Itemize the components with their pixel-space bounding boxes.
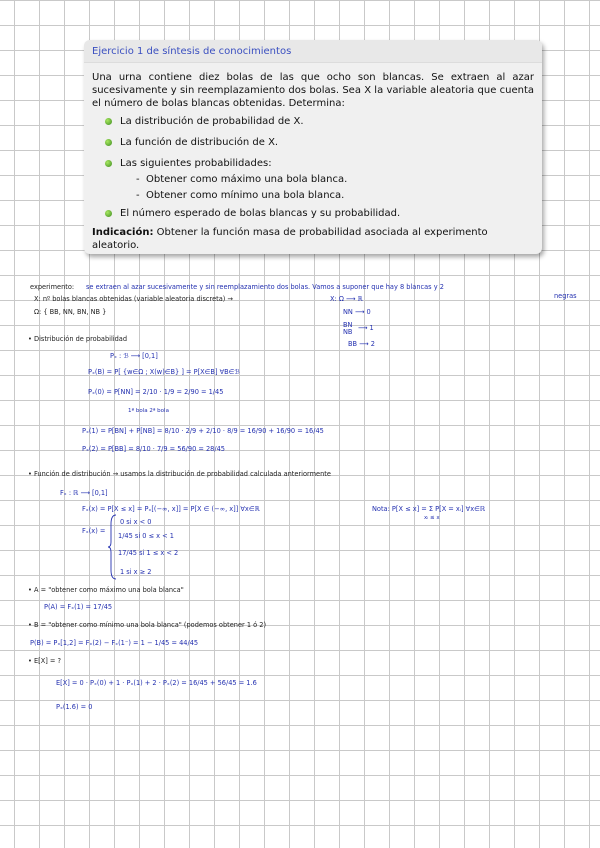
note-case-3: 17/45 si 1 ≤ x < 2 xyxy=(118,549,179,557)
note-map-one: ⟶ 1 xyxy=(358,324,374,332)
hint xyxy=(92,226,534,252)
note-expectation: E[X] = 0 · Pₓ(0) + 1 · Pₓ(1) + 2 · Pₓ(2) = 16/45 + 56/45 = 1.6 xyxy=(56,679,257,687)
bullet-icon xyxy=(105,118,112,125)
note-case-4: 1 si x ≥ 2 xyxy=(120,568,152,576)
exercise-title: Ejercicio 1 de síntesis de conocimientos xyxy=(84,40,542,63)
note-map-nn: NN ⟶ 0 xyxy=(343,308,371,316)
note-section-a: • A = "obtener como máximo una bola blanca" xyxy=(28,586,184,594)
note-px-1: Pₓ(1) = P[BN] + P[NB] = 8/10 · 2/9 + 2/10 · 8/9 = 16/90 + 16/90 = 16/45 xyxy=(82,427,324,435)
note-nota: Nota: P[X ≤ x] = Σ P[X = xᵢ] ∀x∈ℝ xyxy=(372,505,486,513)
note-fx-piecewise: Fₓ(x) = xyxy=(82,527,106,535)
note-variable: X: nº bolas blancas obtenidas (variable aleatoria discreta) → xyxy=(34,295,233,303)
note-pa: P(A) = Fₓ(1) = 17/45 xyxy=(44,603,113,611)
exercise-statement: Una urna contiene diez bolas de las que ocho son blancas. Se extraen al azar sucesivamente y sin reemplazamiento dos bolas. Sea X la variable aleatoria que cuenta el número de bolas blancas obtenidas. Determina: xyxy=(92,72,534,109)
note-px-16: Pₓ(1.6) = 0 xyxy=(56,703,93,711)
note-px-2: Pₓ(2) = P[BB] = 8/10 · 7/9 = 56/90 = 28/45 xyxy=(82,445,225,453)
note-section-expectation: • E[X] = ? xyxy=(28,657,62,665)
sub-list-item: - Obtener como mínimo una bola blanca. xyxy=(136,190,345,201)
note-map-nb: NB xyxy=(343,328,353,336)
hint-text: Obtener la función masa de probabilidad asociada al experimento aleatorio. xyxy=(92,227,488,251)
bullet-icon xyxy=(105,210,112,217)
note-px-0-balls: 1ª bola 2ª bola xyxy=(128,408,169,414)
note-px-def: Pₓ : ℬ ⟶ [0,1] xyxy=(110,352,158,360)
list-item: La distribución de probabilidad de X. xyxy=(120,115,534,128)
note-section-cdf: • Función de distribución → usamos la distribución de probabilidad calculada anteriormente xyxy=(28,470,331,478)
note-case-1: 0 si x < 0 xyxy=(120,518,152,526)
list-item: La función de distribución de X. xyxy=(120,136,534,149)
piecewise-brace xyxy=(108,514,118,580)
note-map-bn: BN xyxy=(343,321,353,329)
note-section-b: • B = "obtener como mínimo una bola blanca" (podemos obtener 1 ó 2) xyxy=(28,621,267,629)
exercise-card xyxy=(84,40,542,254)
note-fx-def: Fₓ : ℝ ⟶ [0,1] xyxy=(60,489,108,497)
note-experiment-text: se extraen al azar sucesivamente y sin reemplazamiento dos bolas. Vamos a suponer que hay 8 blancas y 2 xyxy=(86,283,444,291)
note-section-distribution: • Distribución de probabilidad xyxy=(28,335,128,343)
hint-label: Indicación: xyxy=(92,227,154,238)
list-item: Las siguientes probabilidades: xyxy=(120,157,534,170)
bullet-icon xyxy=(105,160,112,167)
note-experiment-end: negras xyxy=(554,292,577,300)
note-pb: P(B) = Pₓ[1,2] = Fₓ(2) − Fₓ(1⁻) = 1 − 1/45 = 44/45 xyxy=(30,639,199,647)
note-experiment-label: experimento: xyxy=(30,283,75,291)
note-px-b: Pₓ(B) = P[ {w∈Ω ; X(w)∈B} ] = P[X∈B] ∀B∈ℬ xyxy=(88,368,240,376)
note-variable-map: X: Ω ⟶ ℝ xyxy=(330,295,363,303)
note-sample-space: Ω: { BB, NN, BN, NB } xyxy=(34,308,107,316)
note-px-0: Pₓ(0) = P[NN] = 2/10 · 1/9 = 2/90 = 1/45 xyxy=(88,388,224,396)
list-item: El número esperado de bolas blancas y su probabilidad. xyxy=(120,207,534,220)
sub-list-item: - Obtener como máximo una bola blanca. xyxy=(136,174,348,185)
bullet-icon xyxy=(105,139,112,146)
note-map-bb: BB ⟶ 2 xyxy=(348,340,375,348)
exercise-body xyxy=(84,63,542,252)
note-case-2: 1/45 si 0 ≤ x < 1 xyxy=(118,532,174,540)
note-nota-sub: xᵢ ≤ x xyxy=(424,515,440,521)
note-fx-formula: Fₓ(x) = P[X ≤ x] = Pₓ[(−∞, x]] = P[X ∈ (−∞, x]] ∀x∈ℝ xyxy=(82,505,260,513)
